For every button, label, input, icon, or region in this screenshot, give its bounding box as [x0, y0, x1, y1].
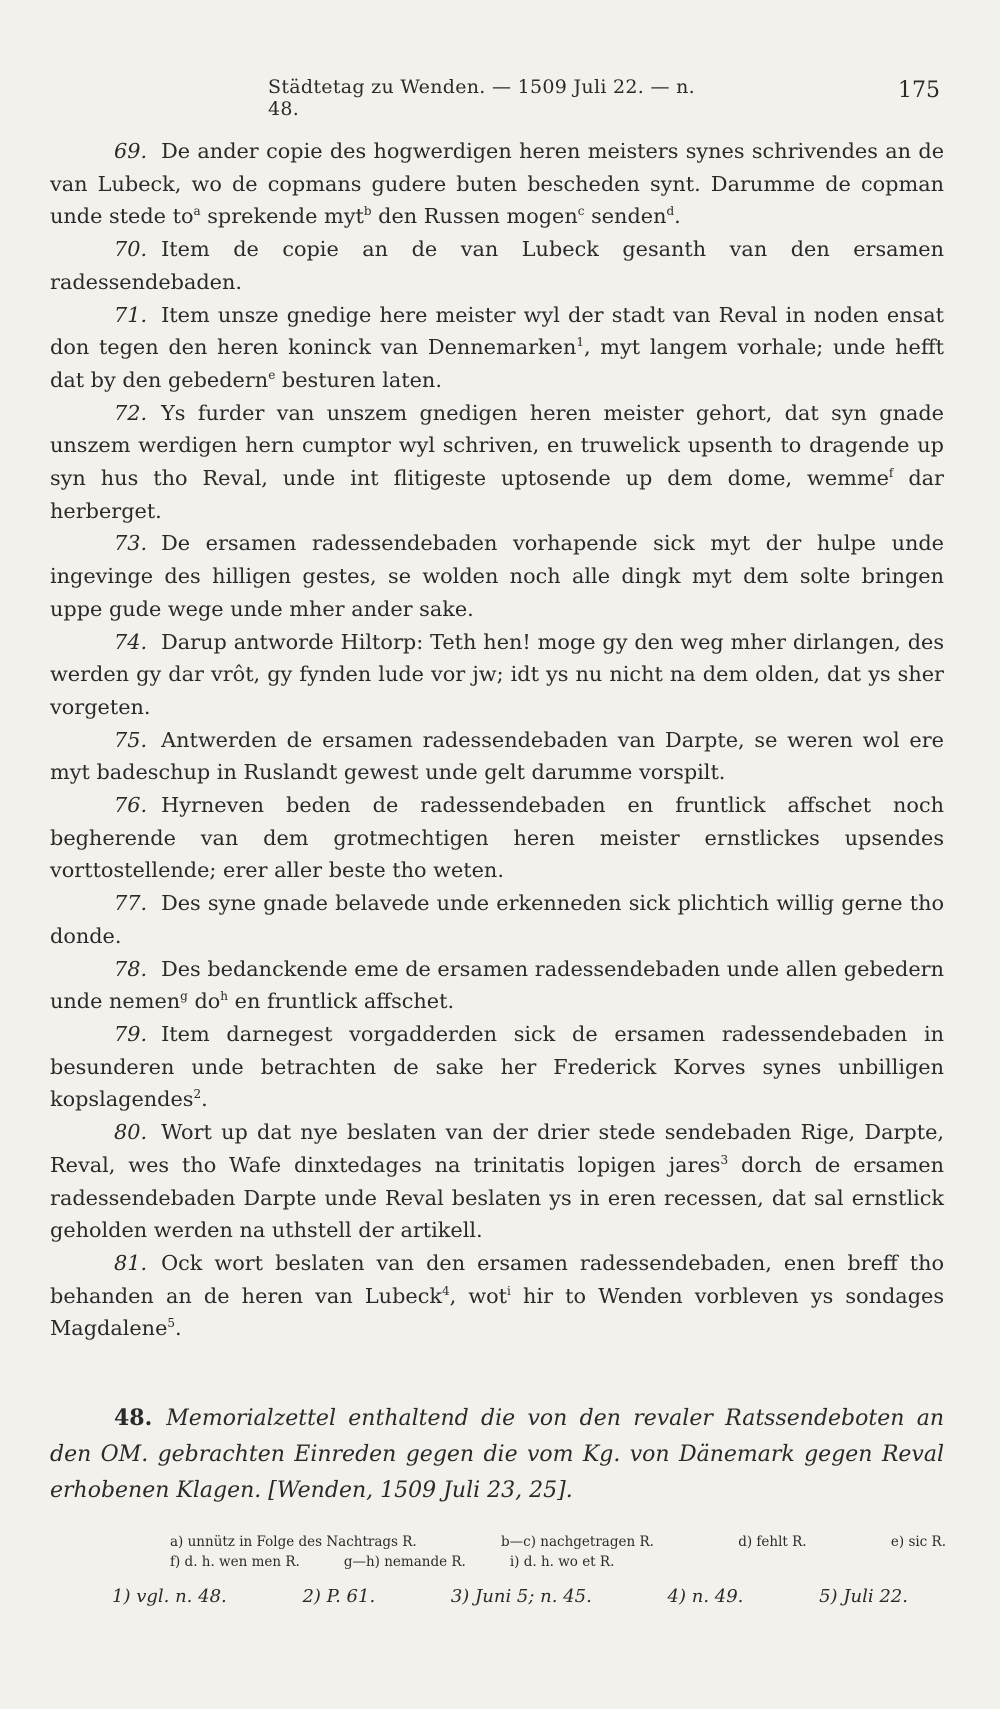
paragraph-text: Hyrneven beden de radessendebaden en fruntlick affschet noch begherende van dem grotmechtigen heren meister ernstlickes upsendes vorttostellende; erer aller beste tho weten.	[50, 793, 944, 883]
paragraph	[50, 724, 944, 789]
paragraph-number: 73.	[114, 531, 148, 556]
footnote: 5) Juli 22.	[819, 1586, 908, 1607]
textual-notes-row-1	[170, 1532, 946, 1552]
textual-note: f) d. h. wen men R.	[170, 1554, 300, 1570]
footnote: 1) vgl. n. 48.	[112, 1586, 227, 1607]
paragraph-text: Item de copie an de van Lubeck gesanth van den ersamen radessendebaden.	[50, 237, 944, 294]
textual-note: e) sic R.	[890, 1534, 946, 1550]
paragraph-number: 74.	[114, 629, 148, 654]
paragraph-text: Antwerden de ersamen radessendebaden van Darpte, se weren wol ere myt badeschup in Ruslandt gewest unde gelt darumme vorspilt.	[50, 727, 944, 785]
paragraph-number: 77.	[114, 891, 148, 916]
document-title: Memorialzettel enthaltend die von den revaler Ratssendeboten an den OM. gebrachten Einreden gegen die vom Kg. von Dänemark gegen Reval erhobenen Klagen.	[50, 1406, 944, 1503]
footnote: 3) Juni 5; n. 45.	[450, 1586, 592, 1607]
paragraph-text: Des syne gnade belavede unde erkenneden sick plichtich willig gerne tho donde.	[50, 891, 944, 948]
paragraph-number: 70.	[114, 237, 148, 262]
textual-note: g—h) nemande R.	[343, 1554, 466, 1570]
paragraph-number: 81.	[114, 1250, 148, 1275]
textual-notes	[170, 1532, 946, 1572]
textual-notes-row-2	[170, 1552, 946, 1572]
paragraph-text: Des bedanckende eme de ersamen radessendebaden unde allen gebedern unde nemen$^g$ $do^h$ en fruntlick affschet.	[50, 956, 944, 1014]
paragraph-text: Wort up dat nye beslaten van der drier stede sendebaden Rige, Darpte, Reval, wes tho Wafe dinxtedages na trinitatis lopigen jares$^3$ dorch de ersamen radessendebaden Darpte unde Reval beslaten ys in eren recessen, dat sal ernstlick geholden werden na uthstell der artikell.	[50, 1120, 944, 1243]
paragraph	[50, 233, 944, 298]
document-date: [Wenden, 1509 Juli 23, 25].	[268, 1478, 573, 1503]
paragraph	[50, 527, 944, 625]
document-heading	[50, 1400, 944, 1509]
paragraph	[50, 887, 944, 952]
paragraph	[50, 1116, 944, 1247]
recess-body	[50, 135, 944, 1345]
paragraph	[50, 789, 944, 887]
paragraph	[50, 397, 944, 528]
paragraph-number: 72.	[114, 400, 148, 425]
textual-note: b—c) nachgetragen R.	[501, 1534, 654, 1550]
paragraph-text: Ys furder van unszem gnedigen heren meister gehort, dat syn gnade unszem werdigen hern cumptor wyl schriven, en truwelick upsenth to dragende up syn hus tho Reval, unde int flitigeste uptosende up dem dome, wemme$^f$ dar herberget.	[50, 400, 945, 523]
footnote: 2) P. 61.	[302, 1586, 376, 1607]
paragraph-text: Ock wort beslaten van den ersamen radessendebaden, enen breff tho behanden an de heren van Lubeck$^4$, wot$^i$ hir to Wenden vorbleven ys sondages Magdalene$^5$.	[50, 1250, 944, 1341]
paragraph	[50, 135, 944, 233]
paragraph-number: 79.	[114, 1021, 148, 1046]
textual-note: a) unnütz in Folge des Nachtrags R.	[170, 1534, 417, 1550]
page-number: 175	[898, 78, 940, 103]
footnote: 4) n. 49.	[667, 1586, 744, 1607]
paragraph	[50, 953, 944, 1018]
paragraph-text: De ander copie des hogwerdigen heren meisters synes schrivendes an de van Lubeck, wo de copmans gudere buten bescheden synt. Darumme de copman unde stede $to^a$ sprekende myt$^b$ den Russen mogen$^c$ senden$^d$.	[50, 139, 944, 229]
paragraph-number: 80.	[114, 1120, 148, 1145]
paragraph-number: 69.	[114, 139, 148, 163]
paragraph-text: De ersamen radessendebaden vorhapende sick myt der hulpe unde ingevinge des hilligen gestes, se wolden noch alle dingk myt dem solte bringen uppe gude wege unde mher ander sake.	[50, 531, 944, 621]
textual-note: d) fehlt R.	[738, 1534, 807, 1550]
paragraph-number: 76.	[114, 793, 148, 818]
paragraph-text: Item darnegest vorgadderden sick de ersamen radessendebaden in besunderen unde betrachten de sake her Frederick Korves synes unbilligen kopslagendes$^2$.	[50, 1021, 944, 1112]
paragraph	[50, 1018, 944, 1116]
paragraph-number: 75.	[114, 727, 148, 752]
paragraph	[50, 1247, 944, 1345]
textual-note: i) d. h. wo et R.	[509, 1554, 615, 1570]
paragraph-number: 71.	[114, 302, 148, 327]
document-number: 48.	[114, 1405, 153, 1431]
paragraph	[50, 299, 944, 397]
paragraph-text: Darup antworde Hiltorp: Teth hen! moge gy den weg mher dirlangen, des werden gy dar vrôt, gy fynden lude vor jw; idt ys nu nicht na dem olden, dat ys sher vorgeten.	[50, 629, 944, 719]
running-header: Städtetag zu Wenden. — 1509 Juli 22. — n. 48.	[268, 76, 696, 120]
footnotes	[112, 1586, 908, 1607]
paragraph	[50, 626, 944, 724]
paragraph-text: Item unsze gnedige here meister wyl der stadt van Reval in noden ensat don tegen den heren koninck van Dennemarken$^1$, myt langem vorhale; unde hefft dat by den gebedern$^e$ besturen laten.	[50, 302, 944, 392]
paragraph-number: 78.	[114, 956, 148, 981]
